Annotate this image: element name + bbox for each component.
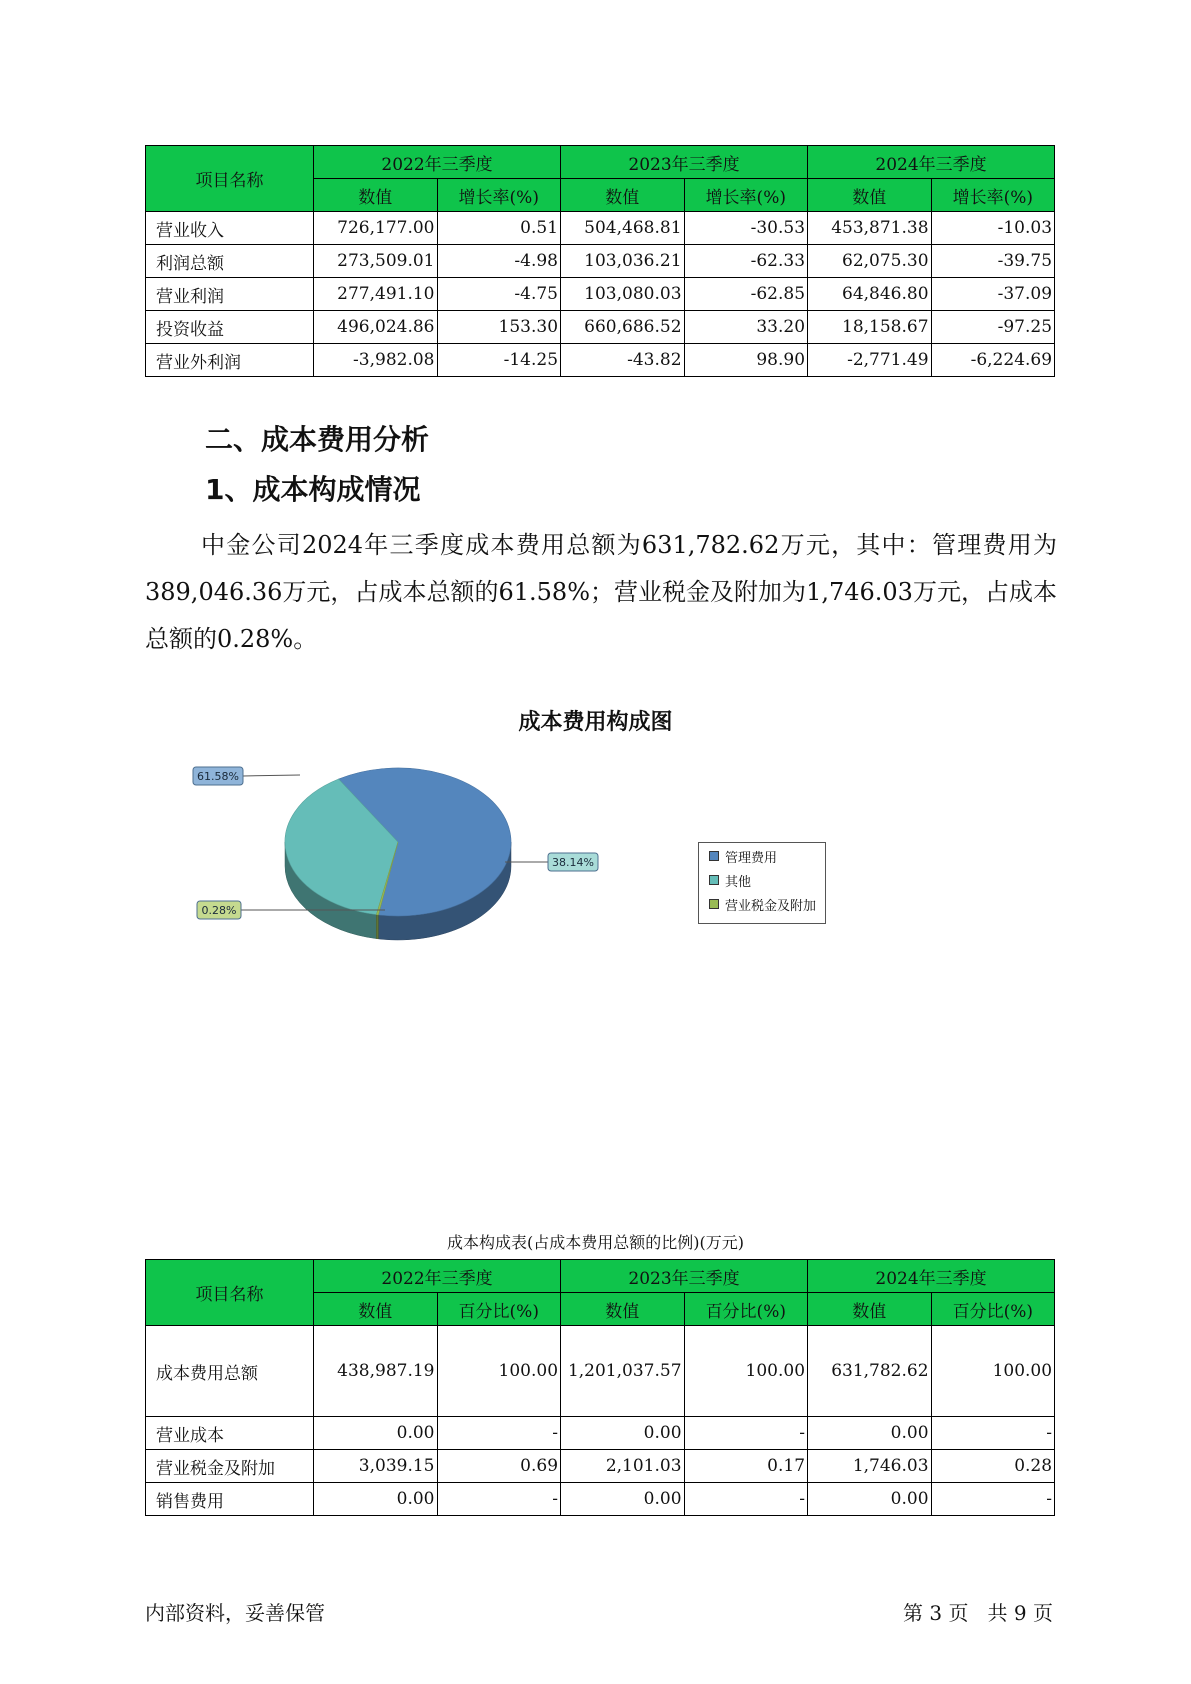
table-cell: -4.75 — [437, 278, 561, 311]
financial-growth-table — [145, 145, 1055, 377]
row-label: 营业成本 — [146, 1417, 314, 1450]
table-cell: 0.51 — [437, 212, 561, 245]
table-cell: -62.33 — [684, 245, 808, 278]
legend-label: 管理费用 — [725, 850, 778, 866]
column-header-period: 2022年三季度 — [314, 1260, 561, 1293]
table-caption: 成本构成表(占成本费用总额的比例)(万元) — [447, 1233, 744, 1252]
column-header-item: 项目名称 — [146, 146, 314, 212]
column-header-period: 2024年三季度 — [808, 1260, 1055, 1293]
table-cell: - — [931, 1483, 1055, 1516]
table-cell: -10.03 — [931, 212, 1055, 245]
table-row — [146, 1483, 1055, 1516]
column-header-item: 项目名称 — [146, 1260, 314, 1326]
cost-composition-table — [145, 1259, 1055, 1516]
table-cell: 18,158.67 — [808, 311, 932, 344]
column-header-value: 数值 — [314, 1293, 438, 1326]
footer-confidential-note: 内部资料，妥善保管 — [145, 1601, 325, 1625]
table-cell: -62.85 — [684, 278, 808, 311]
table-cell: 3,039.15 — [314, 1450, 438, 1483]
table-cell: 103,080.03 — [561, 278, 685, 311]
table-cell: 0.28 — [931, 1450, 1055, 1483]
row-label: 营业税金及附加 — [146, 1450, 314, 1483]
table-cell: -6,224.69 — [931, 344, 1055, 377]
table-cell: 100.00 — [437, 1326, 561, 1417]
table-cell: - — [684, 1483, 808, 1516]
sub-heading: 1、成本构成情况 — [205, 473, 421, 506]
cost-pie-chart — [180, 760, 700, 1000]
table-cell: 0.17 — [684, 1450, 808, 1483]
table-header-row — [146, 1260, 1055, 1293]
table-cell: 453,871.38 — [808, 212, 932, 245]
table-cell: 496,024.86 — [314, 311, 438, 344]
table-cell: 504,468.81 — [561, 212, 685, 245]
column-header-growth: 增长率(%) — [437, 179, 561, 212]
table-cell: - — [437, 1483, 561, 1516]
column-header-growth: 增长率(%) — [684, 179, 808, 212]
table-cell: 2,101.03 — [561, 1450, 685, 1483]
table-cell: -4.98 — [437, 245, 561, 278]
table-cell: -2,771.49 — [808, 344, 932, 377]
pie-label-leader — [243, 775, 300, 776]
column-header-period: 2023年三季度 — [561, 1260, 808, 1293]
row-label: 营业收入 — [146, 212, 314, 245]
row-label: 营业利润 — [146, 278, 314, 311]
table-row — [146, 212, 1055, 245]
legend-label: 其他 — [725, 874, 752, 890]
table-row — [146, 1450, 1055, 1483]
column-header-value: 数值 — [561, 179, 685, 212]
table-row — [146, 1417, 1055, 1450]
row-label: 利润总额 — [146, 245, 314, 278]
table-cell: -37.09 — [931, 278, 1055, 311]
footer-page-number: 第 3 页 共 9 页 — [903, 1601, 1053, 1625]
table-cell: 1,201,037.57 — [561, 1326, 685, 1417]
table-header-row — [146, 146, 1055, 179]
column-header-period: 2022年三季度 — [314, 146, 561, 179]
section-heading: 二、成本费用分析 — [205, 423, 430, 456]
pie-label: 38.14% — [552, 856, 594, 869]
table-cell: - — [684, 1417, 808, 1450]
table-cell: -43.82 — [561, 344, 685, 377]
legend-item — [699, 893, 825, 915]
table-cell: 153.30 — [437, 311, 561, 344]
pie-label: 0.28% — [201, 904, 237, 917]
table-cell: 1,746.03 — [808, 1450, 932, 1483]
table-cell: 62,075.30 — [808, 245, 932, 278]
row-label: 销售费用 — [146, 1483, 314, 1516]
legend-label: 营业税金及附加 — [725, 898, 817, 914]
legend-swatch — [709, 875, 719, 885]
table-cell: 273,509.01 — [314, 245, 438, 278]
table-cell: 438,987.19 — [314, 1326, 438, 1417]
table-cell: 660,686.52 — [561, 311, 685, 344]
pie-label: 61.58% — [197, 770, 239, 783]
table-cell: 100.00 — [931, 1326, 1055, 1417]
legend-swatch — [709, 851, 719, 861]
legend-swatch — [709, 899, 719, 909]
table-cell: 726,177.00 — [314, 212, 438, 245]
row-label: 营业外利润 — [146, 344, 314, 377]
table-cell: 0.00 — [808, 1417, 932, 1450]
table-row — [146, 311, 1055, 344]
table-cell: 0.00 — [561, 1417, 685, 1450]
column-header-value: 数值 — [808, 179, 932, 212]
table-cell: 0.00 — [561, 1483, 685, 1516]
table-cell: 98.90 — [684, 344, 808, 377]
column-header-period: 2024年三季度 — [808, 146, 1055, 179]
column-header-value: 数值 — [561, 1293, 685, 1326]
legend-item — [699, 845, 825, 867]
table-cell: 0.69 — [437, 1450, 561, 1483]
column-header-period: 2023年三季度 — [561, 146, 808, 179]
table-cell: 0.00 — [808, 1483, 932, 1516]
table-row — [146, 344, 1055, 377]
table-cell: - — [931, 1417, 1055, 1450]
table-cell: 0.00 — [314, 1483, 438, 1516]
column-header-percent: 百分比(%) — [931, 1293, 1055, 1326]
pie-slice-side — [376, 915, 378, 939]
table-cell: 277,491.10 — [314, 278, 438, 311]
table-cell: -3,982.08 — [314, 344, 438, 377]
table-cell: -14.25 — [437, 344, 561, 377]
summary-paragraph: 中金公司2024年三季度成本费用总额为631,782.62万元，其中：管理费用为389,046.36万元，占成本总额的61.58%；营业税金及附加为1,746.03万元，占成本总额的0.28%。 — [145, 531, 1057, 653]
legend-item — [699, 869, 825, 891]
table-cell: 631,782.62 — [808, 1326, 932, 1417]
row-label: 投资收益 — [146, 311, 314, 344]
table-cell: -30.53 — [684, 212, 808, 245]
table-cell: 33.20 — [684, 311, 808, 344]
table-row — [146, 245, 1055, 278]
column-header-percent: 百分比(%) — [437, 1293, 561, 1326]
row-label: 成本费用总额 — [146, 1326, 314, 1417]
table-cell: 103,036.21 — [561, 245, 685, 278]
table-cell: - — [437, 1417, 561, 1450]
table-cell: -39.75 — [931, 245, 1055, 278]
column-header-growth: 增长率(%) — [931, 179, 1055, 212]
table-cell: 64,846.80 — [808, 278, 932, 311]
column-header-value: 数值 — [808, 1293, 932, 1326]
column-header-value: 数值 — [314, 179, 438, 212]
table-row — [146, 1326, 1055, 1417]
chart-legend — [698, 842, 826, 924]
table-cell: 100.00 — [684, 1326, 808, 1417]
chart-title: 成本费用构成图 — [518, 710, 673, 735]
table-row — [146, 278, 1055, 311]
table-cell: -97.25 — [931, 311, 1055, 344]
table-cell: 0.00 — [314, 1417, 438, 1450]
column-header-percent: 百分比(%) — [684, 1293, 808, 1326]
